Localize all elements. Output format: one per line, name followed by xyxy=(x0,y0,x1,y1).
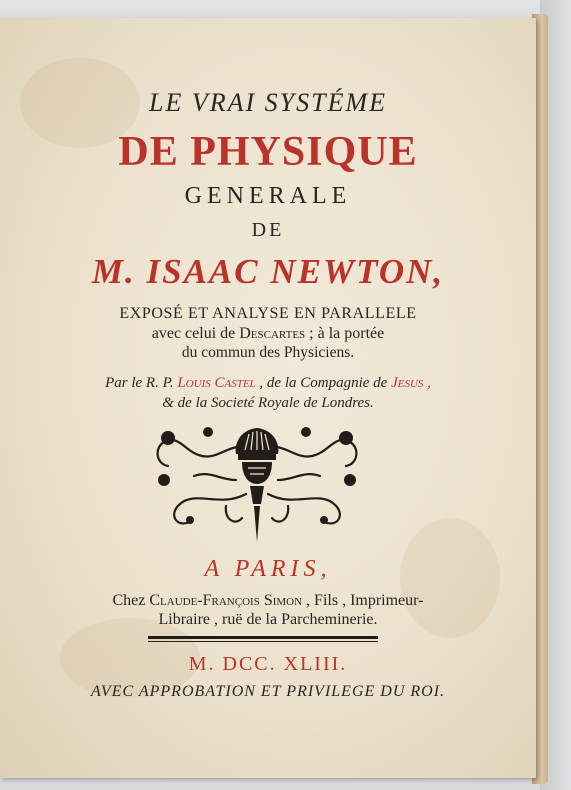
title-line-3: GENERALE xyxy=(184,183,352,209)
printer-text: Chez xyxy=(112,592,150,609)
author-line-1 xyxy=(0,375,536,392)
title-line-5: M. ISAAC NEWTON, xyxy=(91,252,445,291)
printer-name: Claude-François Simon xyxy=(149,592,303,609)
subtitle-text: avec celui de xyxy=(151,325,240,342)
title-line-4: DE xyxy=(251,219,285,241)
title-page xyxy=(0,18,536,778)
author-order: Jesus xyxy=(391,375,424,391)
author-text: , xyxy=(423,375,431,391)
subtitle-text: ; à la portée xyxy=(305,325,385,342)
author-line-2: & de la Societé Royale de Londres. xyxy=(162,395,374,411)
printer-text: , Fils , Imprimeur- xyxy=(302,592,424,609)
imprint-privilege: AVEC APPROBATION ET PRIVILEGE DU ROI. xyxy=(90,683,446,700)
subtitle-name: Descartes xyxy=(239,325,306,342)
author-text: Par le R. P. xyxy=(105,375,178,391)
imprint-printer xyxy=(0,592,536,610)
subtitle-line-1: EXPOSÉ ET ANALYSE EN PARALLELE xyxy=(119,305,417,322)
title-line-2: DE PHYSIQUE xyxy=(118,129,418,175)
floral-vignette-icon xyxy=(150,420,364,544)
title-line-1: LE VRAI SYSTÉME xyxy=(149,88,387,117)
imprint-place: A PARIS, xyxy=(204,556,332,582)
author-name: Louis Castel xyxy=(177,375,256,391)
imprint-address: Libraire , ruë de la Parcheminerie. xyxy=(158,611,378,628)
rule-thick xyxy=(148,636,378,639)
subtitle-line-3: du commun des Physiciens. xyxy=(181,344,355,361)
subtitle-line-2 xyxy=(0,325,536,343)
rule-thin xyxy=(148,641,378,642)
imprint-year: M. DCC. XLIII. xyxy=(188,653,348,675)
author-text: , de la Compagnie de xyxy=(255,375,392,391)
